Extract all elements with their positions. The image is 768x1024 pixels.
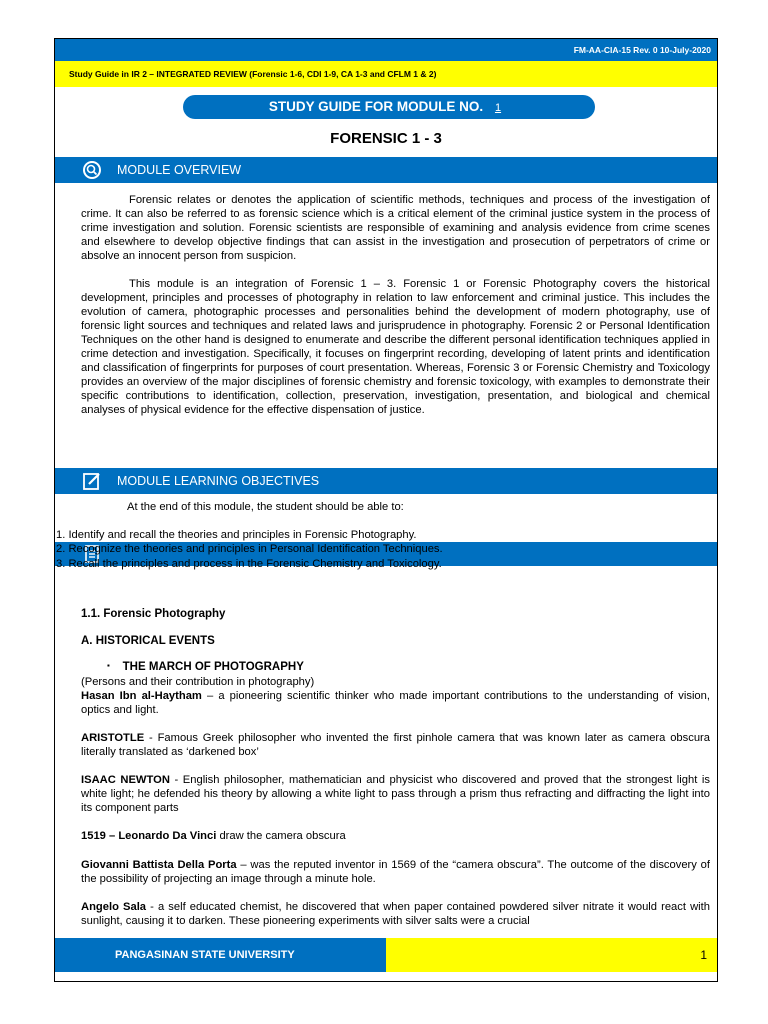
- magnifier-icon: [82, 160, 102, 180]
- list-item: 2. Recognize the theories and principles in Personal Identification Techniques.: [56, 543, 443, 556]
- module-label: STUDY GUIDE FOR MODULE NO.: [268, 99, 484, 114]
- entry-sala: Angelo Sala - a self educated chemist, he discovered that when paper contained powdered silver nitrate it would react with sunlight, causing it to darken. These pioneering experiments with silver salts were a crucial: [81, 901, 710, 927]
- bullet-icon: ▪: [107, 661, 110, 670]
- document-page: [54, 38, 718, 982]
- form-code: FM-AA-CIA-15 Rev. 0 10-July-2020: [573, 45, 711, 55]
- entry-aristotle: ARISTOTLE - Famous Greek philosopher who invented the first pinhole camera that was known later as camera obscura literally translated as ‘darkened box’: [81, 732, 710, 758]
- list-item: 1. Identify and recall the theories and principles in Forensic Photography.: [56, 529, 417, 541]
- university-name: PANGASINAN STATE UNIVERSITY: [115, 949, 295, 961]
- objectives-heading: MODULE LEARNING OBJECTIVES: [117, 474, 320, 488]
- objectives-section-bar: [55, 468, 717, 494]
- entry-al-haytham: Hasan Ibn al-Haytham – a pioneering scientific thinker who made important contributions to the understanding of vision, optics and light.: [81, 690, 710, 716]
- overview-section-bar: [55, 157, 717, 183]
- module-number: 1: [494, 102, 502, 114]
- study-guide-title: Study Guide in IR 2 – INTEGRATED REVIEW (Forensic 1-6, CDI 1-9, CA 1-3 and CFLM 1 & 2): [69, 69, 437, 79]
- edit-icon: [82, 471, 102, 491]
- section-title: 1.1. Forensic Photography: [81, 608, 226, 620]
- header-form-code-bar: [55, 39, 717, 61]
- objectives-list: [56, 528, 443, 571]
- footer-page-bar: [386, 938, 717, 972]
- subsection-title: A. HISTORICAL EVENTS: [81, 635, 215, 647]
- footer-university-bar: [55, 938, 386, 972]
- bullet-heading: ▪ THE MARCH OF PHOTOGRAPHY: [107, 661, 304, 673]
- module-number-banner: [183, 95, 595, 119]
- overview-heading: MODULE OVERVIEW: [117, 163, 242, 177]
- list-item: 3. Recall the principles and process in the Forensic Chemistry and Toxicology.: [56, 557, 442, 570]
- entry-newton: ISAAC NEWTON - English philosopher, mathematician and physicist who discovered and proved that the strongest light is white light; he defended his theory by allowing a white light to pass through a prism thus refracting and diffracting the light into its component parts: [81, 774, 710, 814]
- bullet-note: (Persons and their contribution in photography): [81, 676, 315, 688]
- objectives-intro: At the end of this module, the student should be able to:: [127, 501, 404, 513]
- page-title: FORENSIC 1 - 3: [330, 130, 442, 147]
- entry-della-porta: Giovanni Battista Della Porta – was the reputed inventor in 1569 of the “camera obscura”. The outcome of the discovery of the possibility of projecting an image through a minute hole.: [81, 859, 710, 885]
- overview-paragraph-2: This module is an integration of Forensic 1 – 3. Forensic 1 or Forensic Photography covers the historical development, principles and processes of photography in relation to law enforcement and criminal justice. This includes the evolution of camera, photographic processes and personalities behind the development of modern photography, use of forensic light sources and techniques and related laws and jurisprudence in photography. Forensic 2 or Personal Identification Techniques on the other hand is designed to enumerate and describe the different personal identification techniques applied in crime detection and investigation. Specifically, it focuses on fingerprint recording, developing of latent prints and identification and classification of fingerprints for purposes of court presentation. Whereas, Forensic 3 or Forensic Chemistry and Toxicology provides an overview of the major disciplines of forensic chemistry and forensic toxicology, with examples to demonstrate their specific contributions to identification, collection, preservation, investigation, presentation, and biological and chemical analyses of physical evidence for the effective dispensation of justice.: [81, 278, 710, 416]
- overview-paragraph-1: Forensic relates or denotes the application of scientific methods, techniques and process of the investigation of crime. It can also be referred to as forensic science which is a critical element of the criminal justice system in the process of crime investigation and solution. Forensic scientists are responsible of examining and analysis evidence from crime scenes and elsewhere to develop objective findings that can assist in the investigation and prosecution of perpetrators of crime or absolve an innocent person from suspicion.: [81, 194, 710, 262]
- page-number: 1: [700, 948, 707, 962]
- entry-da-vinci: 1519 – Leonardo Da Vinci draw the camera obscura: [81, 830, 346, 842]
- header-study-guide-bar: [55, 61, 717, 87]
